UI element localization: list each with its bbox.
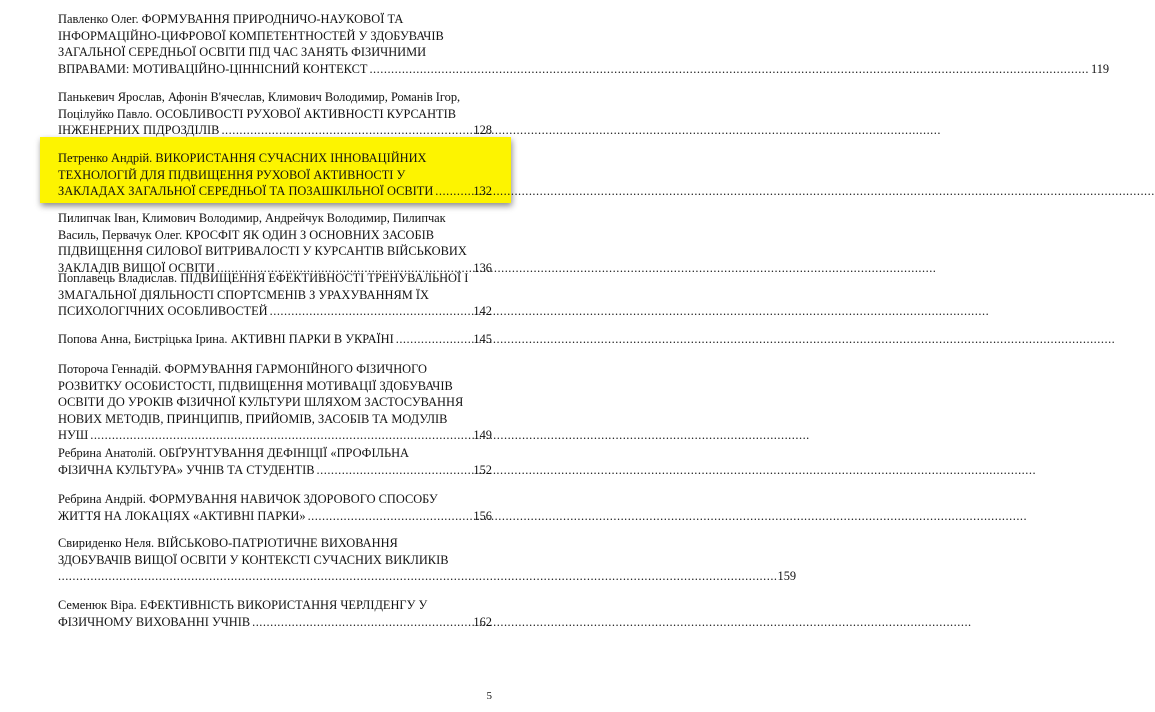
- entry-authors: Петренко Андрій.: [58, 151, 153, 165]
- toc-entry[interactable]: [58, 331, 492, 348]
- toc-entry[interactable]: [58, 535, 797, 585]
- entry-title-line: ПСИХОЛОГІЧНИХ ОСОБЛИВОСТЕЙ: [58, 304, 268, 319]
- page-number: 162: [473, 614, 492, 629]
- entry-title-line: ІНЖЕНЕРНИХ ПІДРОЗДІЛІВ: [58, 123, 220, 138]
- page-number: 159: [777, 569, 797, 584]
- entry-title: КРОСФІТ ЯК ОДИН З ОСНОВНИХ ЗАСОБІВ: [185, 227, 435, 242]
- entry-title: ЕФЕКТИВНІСТЬ ВИКОРИСТАННЯ ЧЕРЛІДЕНГУ У: [139, 598, 428, 612]
- dot-leader: [308, 508, 472, 525]
- toc-entry[interactable]: [58, 491, 492, 524]
- entry-title: ФОРМУВАННЯ ГАРМОНІЙНОГО ФІЗИЧНОГО: [164, 362, 427, 376]
- dot-leader: [90, 427, 471, 444]
- page-number: 152: [473, 462, 492, 477]
- entry-title: ФОРМУВАННЯ НАВИЧОК ЗДОРОВОГО СПОСОБУ: [148, 492, 438, 506]
- entry-title: АКТИВНІ ПАРКИ В УКРАЇНІ: [230, 332, 394, 346]
- entry-title-line: ЗАКЛАДІВ ВИЩОЇ ОСВІТИ: [58, 260, 215, 275]
- entry-title: ФОРМУВАННЯ ПРИРОДНИЧО-НАУКОВОЇ ТА: [141, 12, 404, 26]
- page-number: 142: [473, 304, 492, 319]
- dot-leader: [435, 183, 471, 200]
- entry-authors: Ребрина Анатолій.: [58, 446, 156, 460]
- page-number: 156: [473, 508, 492, 523]
- entry-title: ПІДВИЩЕННЯ ЕФЕКТИВНОСТІ ТРЕНУВАЛЬНОЇ І: [180, 271, 469, 285]
- entry-title-line: НОВИХ МЕТОДІВ, ПРИНЦИПІВ, ПРИЙОМІВ, ЗАСОБІВ ТА МОДУЛІВ: [58, 411, 448, 426]
- dot-leader: [369, 61, 1089, 78]
- entry-title-line: РОЗВИТКУ ОСОБИСТОСТІ, ПІДВИЩЕННЯ МОТИВАЦІЇ ЗДОБУВАЧІВ: [58, 378, 453, 393]
- dot-leader: [270, 303, 472, 320]
- entry-title-line: ТЕХНОЛОГІЙ ДЛЯ ПІДВИЩЕННЯ РУХОВОЇ АКТИВНОСТІ У: [58, 167, 406, 182]
- toc-entry-highlighted[interactable]: [58, 150, 492, 200]
- entry-title-line: ОСВІТИ ДО УРОКІВ ФІЗИЧНОЇ КУЛЬТУРИ ШЛЯХОМ ЗАСТОСУВАННЯ: [58, 395, 464, 410]
- toc-entry[interactable]: [58, 89, 492, 139]
- entry-title-line: ЗДОБУВАЧІВ ВИЩОЇ ОСВІТИ У КОНТЕКСТІ СУЧАСНИХ ВИКЛИКІВ: [58, 552, 449, 567]
- entry-authors: Пилипчак Іван, Климович Володимир, Андрейчук Володимир, Пилипчак: [58, 211, 446, 225]
- entry-title-line: ПІДВИЩЕННЯ СИЛОВОЇ ВИТРИВАЛОСТІ У КУРСАНТІВ ВІЙСЬКОВИХ: [58, 244, 467, 259]
- dot-leader: [252, 614, 471, 631]
- entry-authors: Панькевич Ярослав, Афонін В'ячеслав, Климович Володимир, Романів Ігор,: [58, 90, 461, 104]
- entry-authors: Ребрина Андрій.: [58, 492, 146, 506]
- entry-title-line: ФІЗИЧНОМУ ВИХОВАННІ УЧНІВ: [58, 614, 251, 629]
- toc-entry[interactable]: [58, 210, 492, 276]
- toc-entry[interactable]: [58, 270, 492, 320]
- page-number: 149: [473, 428, 492, 443]
- entry-title: ВИКОРИСТАННЯ СУЧАСНИХ ІННОВАЦІЙНИХ: [155, 151, 427, 165]
- dot-leader: [396, 331, 472, 348]
- entry-title-line: ЗАГАЛЬНОЇ СЕРЕДНЬОЇ ОСВІТИ ПІД ЧАС ЗАНЯТЬ ФІЗИЧНИМИ: [58, 45, 427, 60]
- entry-title: ВІЙСЬКОВО-ПАТРІОТИЧНЕ ВИХОВАННЯ: [157, 536, 398, 550]
- entry-authors: Поплавець Владислав.: [58, 271, 178, 285]
- dot-leader: [221, 122, 471, 139]
- entry-title-line: НУШ: [58, 428, 89, 443]
- entry-title: ОСОБЛИВОСТІ РУХОВОЇ АКТИВНОСТІ КУРСАНТІВ: [155, 106, 457, 121]
- entry-title-line: ЗАКЛАДАХ ЗАГАЛЬНОЇ СЕРЕДНЬОЇ ТА ПОЗАШКІЛЬНОЇ ОСВІТИ: [58, 184, 434, 199]
- toc-entry[interactable]: [58, 597, 492, 630]
- page-number: 128: [473, 123, 492, 138]
- page-number: 119: [1090, 61, 1110, 76]
- entry-title-line: ЗМАГАЛЬНОЇ ДІЯЛЬНОСТІ СПОРТСМЕНІВ З УРАХУВАННЯМ ЇХ: [58, 287, 429, 302]
- entry-title-line: ІНФОРМАЦІЙНО-ЦИФРОВОЇ КОМПЕТЕНТНОСТЕЙ У ЗДОБУВАЧІВ: [58, 28, 444, 43]
- page-footer-number: 5: [486, 690, 492, 702]
- entry-authors: Свириденко Неля.: [58, 536, 155, 550]
- dot-leader: [58, 568, 778, 585]
- entry-title-line: ЖИТТЯ НА ЛОКАЦІЯХ «АКТИВНІ ПАРКИ»: [58, 508, 306, 523]
- entry-authors: Семенюк Віра.: [58, 598, 137, 612]
- entry-authors: Павленко Олег.: [58, 12, 139, 26]
- page-number: 145: [473, 332, 492, 346]
- dot-leader: [317, 462, 472, 479]
- entry-authors: Поцілуйко Павло.: [58, 106, 153, 121]
- toc-entry[interactable]: [58, 361, 492, 444]
- page-number: 136: [473, 260, 492, 275]
- entry-authors: Василь, Первачук Олег.: [58, 227, 183, 242]
- page-number: 132: [473, 184, 492, 199]
- entry-title-line: ВПРАВАМИ: МОТИВАЦІЙНО-ЦІННІСНИЙ КОНТЕКСТ: [58, 61, 368, 76]
- toc-entry[interactable]: [58, 11, 1109, 77]
- entry-authors: Попова Анна, Бистріцька Ірина.: [58, 332, 228, 346]
- entry-authors: Поторочa Геннадій.: [58, 362, 162, 376]
- entry-title: ОБҐРУНТУВАННЯ ДЕФІНІЦІЇ «ПРОФІЛЬНА: [159, 446, 409, 460]
- entry-title-line: ФІЗИЧНА КУЛЬТУРА» УЧНІВ ТА СТУДЕНТІВ: [58, 462, 315, 477]
- toc-entry[interactable]: [58, 445, 492, 478]
